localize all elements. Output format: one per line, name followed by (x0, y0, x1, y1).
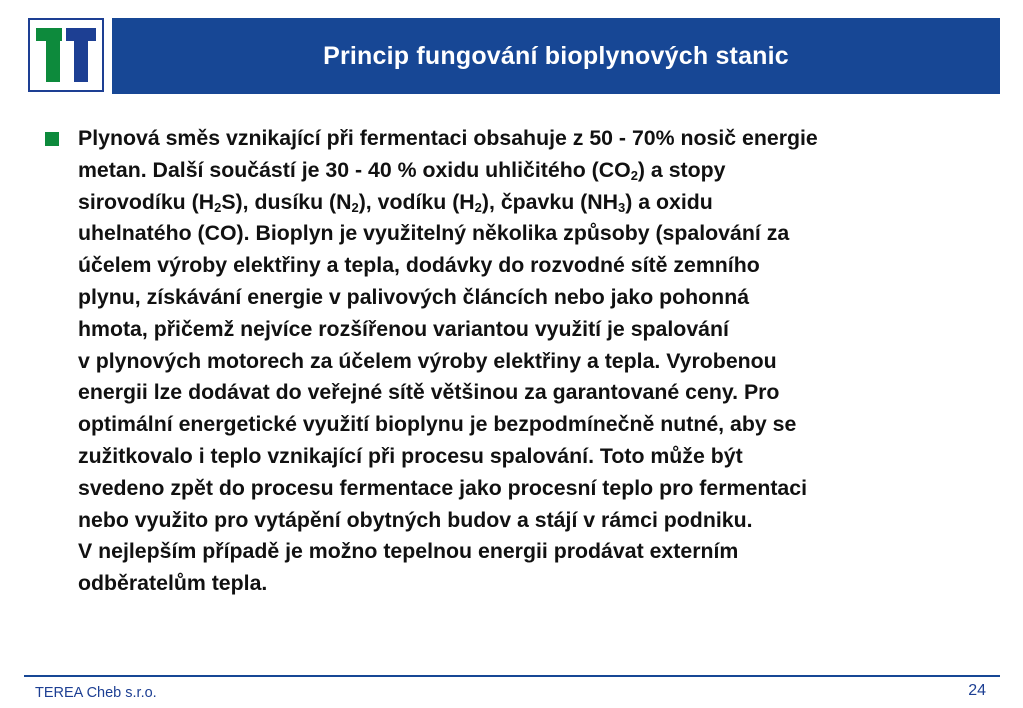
slide-title: Princip fungování bioplynových stanic (323, 41, 789, 70)
footer-company: TEREA Cheb s.r.o. (35, 685, 157, 701)
paragraph-line (78, 250, 1000, 282)
text-run: ) a oxidu (625, 189, 713, 214)
paragraph-line (78, 218, 1000, 250)
paragraph-line (78, 568, 1000, 600)
paragraph-line (78, 123, 1000, 155)
text-run: V nejlepším případě je možno tepelnou energii prodávat externím (78, 539, 739, 564)
text-run: účelem výroby elektřiny a tepla, dodávky do rozvodné sítě zemního (78, 253, 760, 278)
paragraph-line (78, 536, 1000, 568)
paragraph-line (78, 314, 1000, 346)
text-run: ), čpavku (NH (481, 189, 618, 214)
subscript: 2 (214, 199, 222, 215)
subscript: 2 (630, 167, 638, 183)
page-number: 24 (968, 682, 986, 699)
text-run: svedeno zpět do procesu fermentace jako procesní teplo pro fermentaci (78, 475, 808, 500)
title-bar (112, 18, 1000, 94)
text-run: S), dusíku (N (221, 189, 352, 214)
subscript: 3 (618, 199, 626, 215)
text-run: ) a stopy (637, 157, 726, 182)
footer-divider (24, 675, 1000, 677)
slide-content (45, 123, 1000, 600)
text-run: plynu, získávání energie v palivových článcích nebo jako pohonná (78, 284, 750, 309)
subscript: 2 (474, 199, 482, 215)
text-run: metan. Další součástí je 30 - 40 % oxidu uhličitého (CO (78, 157, 631, 182)
paragraph-line (78, 473, 1000, 505)
paragraph-line (78, 187, 1000, 219)
text-run: zužitkovalo i teplo vznikající při procesu spalování. Toto může být (78, 443, 743, 468)
text-run: sirovodíku (H (78, 189, 215, 214)
paragraph-line (78, 377, 1000, 409)
text-run: odběratelům tepla. (78, 571, 268, 596)
bullet-square-icon (45, 132, 59, 146)
text-run: optimální energetické využití bioplynu je bezpodmínečně nutné, aby se (78, 412, 797, 437)
paragraph-line (78, 346, 1000, 378)
text-run: Plynová směs vznikající při fermentaci obsahuje z 50 - 70% nosič energie (78, 126, 818, 150)
paragraph-line (78, 441, 1000, 473)
paragraph-line (78, 505, 1000, 537)
bullet-paragraph (78, 123, 1000, 600)
text-run: energii lze dodávat do veřejné sítě většinou za garantované ceny. Pro (78, 380, 780, 405)
text-run: hmota, přičemž nejvíce rozšířenou variantou využití je spalování (78, 316, 729, 341)
terea-logo-icon (32, 22, 100, 88)
text-run: ), vodíku (H (358, 189, 475, 214)
text-run: nebo využito pro vytápění obytných budov a stájí v rámci podniku. (78, 507, 753, 532)
paragraph-line (78, 282, 1000, 314)
company-logo (28, 18, 104, 92)
paragraph-line (78, 155, 1000, 187)
paragraph-line (78, 409, 1000, 441)
text-run: v plynových motorech za účelem výroby elektřiny a tepla. Vyrobenou (78, 348, 777, 373)
text-run: uhelnatého (CO). Bioplyn je využitelný několika způsoby (spalování za (78, 221, 790, 246)
subscript: 2 (351, 199, 359, 215)
